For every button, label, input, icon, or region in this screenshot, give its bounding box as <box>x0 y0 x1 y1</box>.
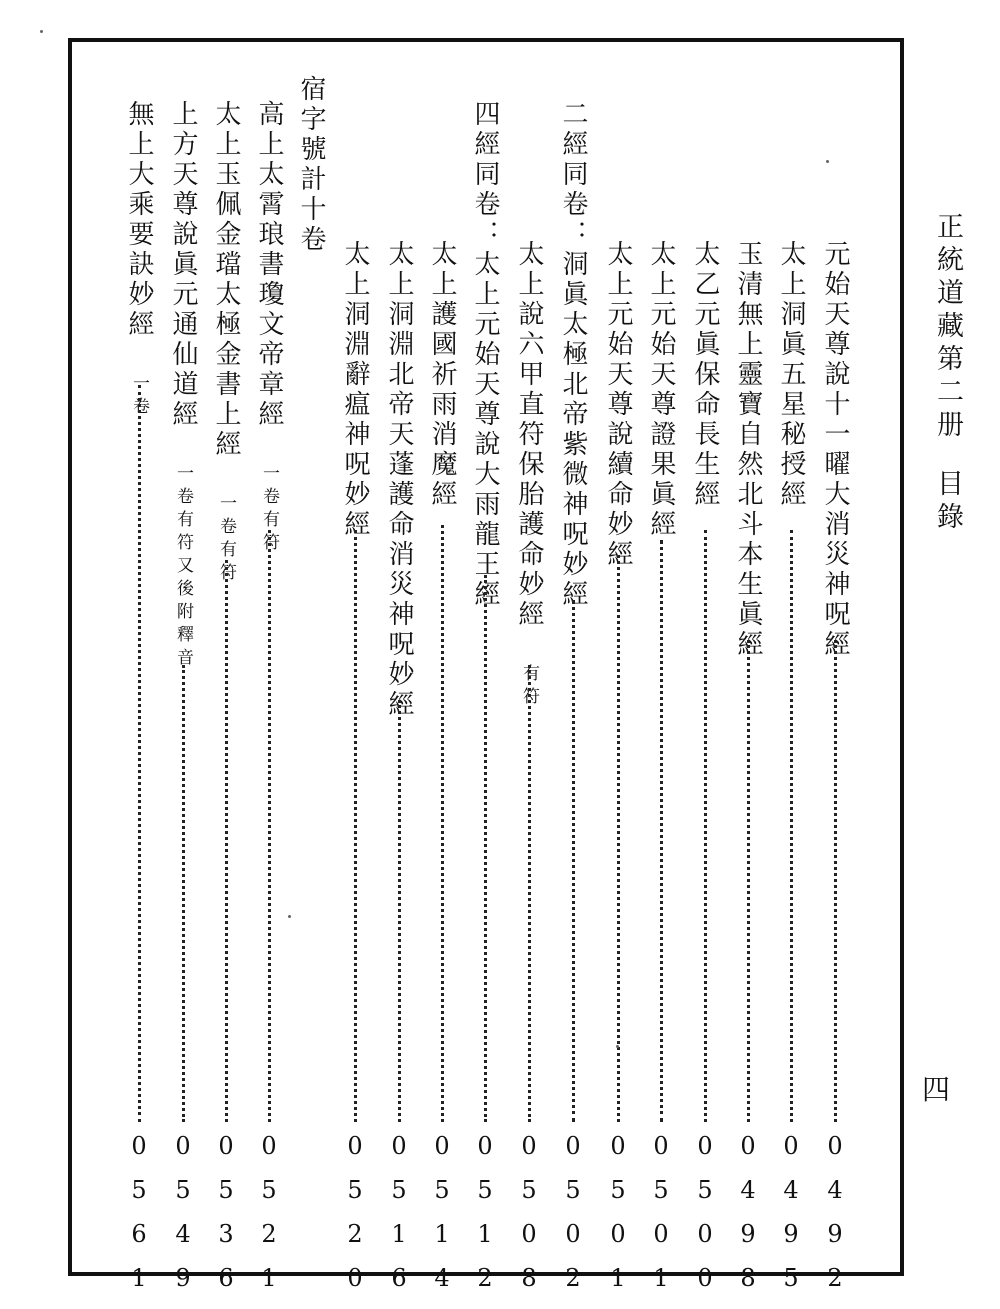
toc-entry <box>690 240 720 510</box>
page-number: 0516 <box>385 1132 413 1308</box>
page-number: 0500 <box>691 1132 719 1308</box>
leader-dots <box>138 385 145 1122</box>
page-number: 0561 <box>125 1132 153 1308</box>
toc-entry <box>470 100 500 610</box>
running-header <box>928 212 962 535</box>
toc-entry <box>384 240 414 720</box>
toc-entry <box>776 240 806 510</box>
leader-dots <box>354 530 361 1122</box>
entry-title: 太上洞淵北帝天蓬護命消災神呪妙經 <box>384 240 414 720</box>
entry-title: 太上洞眞五星秘授經 <box>776 240 806 510</box>
leader-dots <box>834 640 841 1122</box>
toc-entry <box>168 100 198 671</box>
toc-entry <box>558 100 588 610</box>
page-number: 0536 <box>212 1132 240 1308</box>
section-title: 目錄 <box>932 469 963 535</box>
leader-dots <box>268 530 275 1122</box>
page-number: 0502 <box>559 1132 587 1308</box>
volume-title: 正統道藏第二册 <box>932 212 963 443</box>
toc-entry <box>254 100 284 556</box>
scan-speck <box>616 1045 619 1048</box>
toc-entry <box>733 240 763 660</box>
toc-entry <box>340 240 370 540</box>
page-number: 0492 <box>821 1132 849 1308</box>
entry-title: 太上元始天尊說續命妙經 <box>603 240 633 570</box>
toc-entry <box>211 100 241 586</box>
leader-dots <box>617 555 624 1122</box>
page-number: 0521 <box>255 1132 283 1308</box>
entry-title: 玉清無上靈寶自然北斗本生眞經 <box>733 240 763 660</box>
entry-note: 一卷 <box>129 374 149 420</box>
leader-dots <box>747 640 754 1122</box>
page-number: 0501 <box>647 1132 675 1308</box>
entry-title: 元始天尊說十一曜大消災神呪經 <box>820 240 850 660</box>
entry-title: 高上太霄琅書瓊文帝章經 <box>254 100 284 430</box>
scan-speck <box>40 30 43 33</box>
page-number: 0508 <box>515 1132 543 1308</box>
entry-title: 二經同卷：洞眞太極北帝紫微神呪妙經 <box>558 100 588 610</box>
leader-dots <box>572 600 579 1122</box>
entry-title: 宿字號計十卷 <box>296 75 326 255</box>
entry-note: 一卷有符 <box>216 494 236 586</box>
scan-speck <box>288 915 291 918</box>
entry-title: 太上說六甲直符保胎護命妙經 <box>514 240 544 630</box>
page-number: 0495 <box>777 1132 805 1308</box>
toc-entry <box>514 240 544 710</box>
entry-note: 有符 <box>519 664 539 710</box>
entry-title: 太上護國祈雨消魔經 <box>427 240 457 510</box>
entry-note: 一卷有符 <box>259 464 279 556</box>
entry-title: 四經同卷：太上元始天尊說大雨龍王經 <box>470 100 500 610</box>
leader-dots <box>182 665 189 1122</box>
folio-number: 四 <box>922 1073 951 1106</box>
page-number: 0520 <box>341 1132 369 1308</box>
page-number: 0501 <box>604 1132 632 1308</box>
toc-entry <box>646 240 676 540</box>
leader-dots <box>484 575 491 1122</box>
entry-title: 太乙元眞保命長生經 <box>690 240 720 510</box>
toc-entry <box>427 240 457 510</box>
entry-title: 太上元始天尊證果眞經 <box>646 240 676 540</box>
page-number: 0498 <box>734 1132 762 1308</box>
entry-note: 一卷有符又後附釋音 <box>173 464 193 671</box>
toc-entry <box>820 240 850 660</box>
page-number: 0512 <box>471 1132 499 1308</box>
leader-dots <box>528 665 535 1122</box>
leader-dots <box>225 560 232 1122</box>
leader-dots <box>790 530 797 1122</box>
page-number: 0514 <box>428 1132 456 1308</box>
leader-dots <box>398 700 405 1122</box>
section-heading <box>296 75 326 255</box>
leader-dots <box>704 530 711 1122</box>
leader-dots <box>441 525 448 1122</box>
entry-title: 上方天尊說眞元通仙道經 <box>168 100 198 430</box>
scan-speck <box>826 160 829 163</box>
toc-entry <box>603 240 633 570</box>
entry-title: 太上玉佩金璫太極金書上經 <box>211 100 241 460</box>
entry-title: 太上洞淵辭瘟神呪妙經 <box>340 240 370 540</box>
leader-dots <box>660 540 667 1122</box>
page-number: 0549 <box>169 1132 197 1308</box>
toc-entry <box>124 100 154 420</box>
entry-title: 無上大乘要訣妙經 <box>124 100 154 340</box>
